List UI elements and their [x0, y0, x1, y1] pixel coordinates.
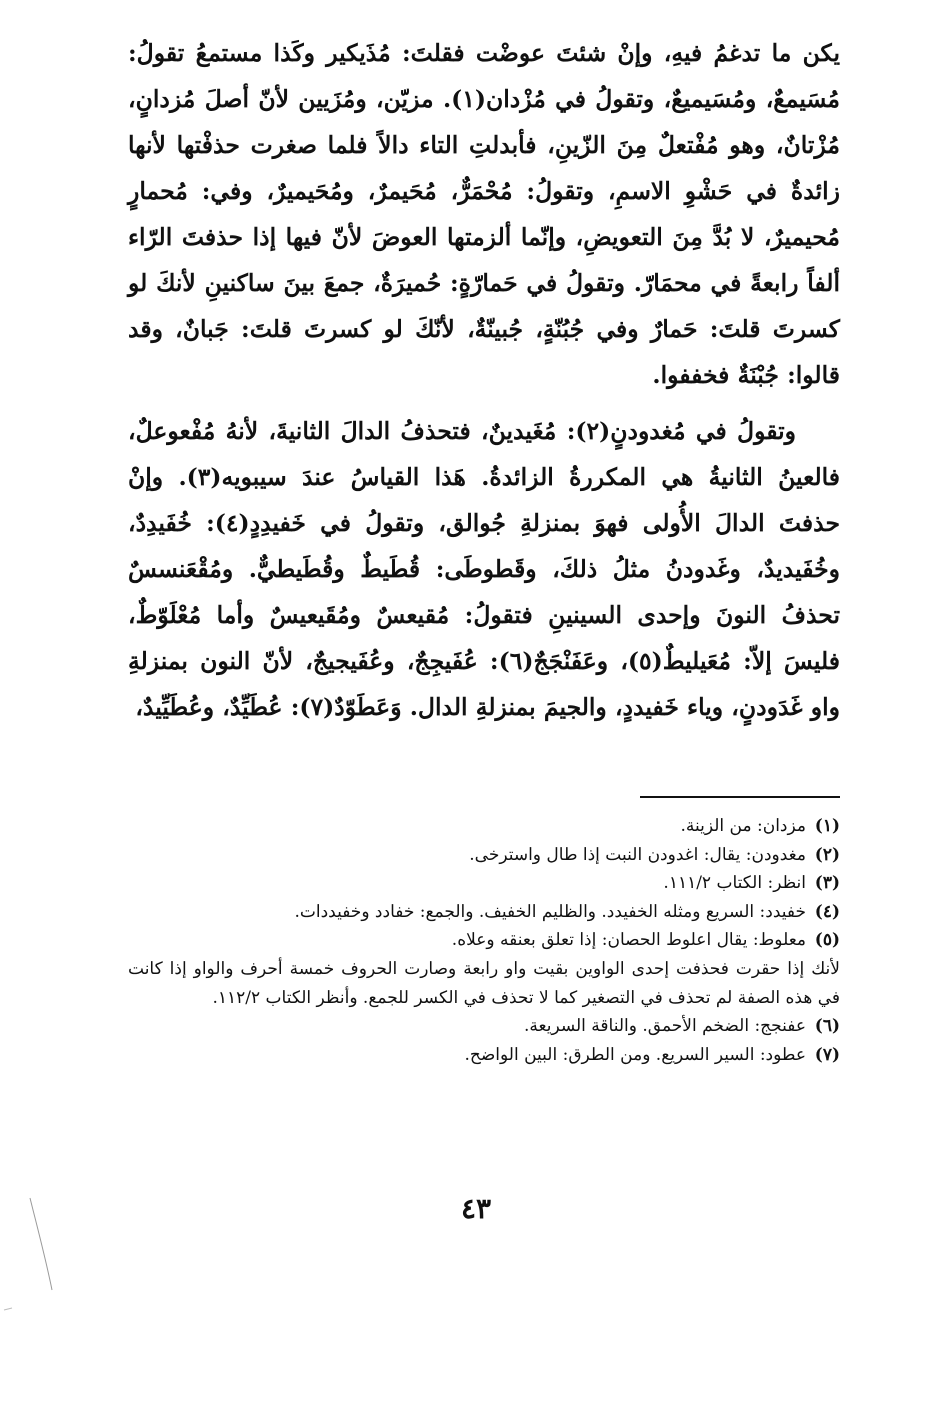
footnote-text: عطود: السير السريع. ومن الطرق: البين الواضح.: [464, 1044, 806, 1065]
footnote: [128, 926, 840, 955]
footnote-continuation: لأنك إذا حقرت فحذفت إحدى الواوين بقيت واو رابعة وصارت الحروف خمسة أحرف والواو إذا كانت في هذه الصفة لم تحذف في التصغير كما لا تحذف في الكسر للجمع. وأنظر الكتاب ١١٢/٢.: [128, 958, 840, 1008]
footnotes: [128, 812, 840, 1069]
paragraph: وتقولُ في مُغدودنٍ(٢): مُغَيدينٌ، فتحذفُ الدالَ الثانيةَ، لأنهُ مُفْعوعلٌ، فالعينُ الثانيةُ هي المكررةُ الزائدةُ. هَذا القياسُ عندَ سيبويه(٣). وإنْ حذفتَ الدالَ الأُولى فهوَ بمنزلةِ جُوالق، وتقولُ في خَفيدِدٍ(٤): خُفَيدِدٌ، وخُفَيديدٌ، وغَدودنُ مثلُ ذلكَ، وقَطوطَى: قُطَيطٌ وقُطَيطيٌّ. ومُقْعَنسسٌ تحذفُ النونَ وإحدى السينينِ فتقولُ: مُقيعسٌ ومُقَيعيسٌ وأما مُعْلَوّطٌ، فليسَ إلاّ: مُعَيليطٌ(٥)، وعَفَنْجَجٌ(٦): عُفَيجِجٌ، وعُفَيجيجٌ، لأنّ النون بمنزلةِ واو غَدَودنٍ، وياء خَفيددٍ، والجيمَ بمنزلةِ الدال. وَعَطَوّدٌ(٧): عُطَيِّدٌ، وعُطَيِّيدٌ،: [128, 417, 840, 721]
footnote-number: (٥): [814, 930, 840, 951]
scan-edge-mark: [0, 1190, 70, 1390]
footnote: [128, 1012, 840, 1041]
footnote-number: (٧): [814, 1044, 840, 1065]
footnote-separator: [640, 796, 840, 798]
footnote: [128, 841, 840, 870]
footnote-text: مزدان: من الزينة.: [680, 816, 806, 836]
footnote-text: خفيدد: السريع ومثله الخفيدد. والظليم الخفيف. والجمع: خفادد وخفيددات.: [294, 901, 806, 922]
footnote: [128, 869, 840, 898]
footnote: [128, 812, 840, 841]
footnote-number: (٢): [814, 844, 840, 865]
footnote-text: انظر: الكتاب ١١١/٢.: [663, 873, 806, 894]
footnote-text: عفنجج: الضخم الأحمق. والناقة السريعة.: [524, 1016, 806, 1037]
page-number: ٤٣: [460, 1192, 492, 1225]
footnote-text: مغدودن: يقال: اغدودن النبت إذا طال واسترخى.: [469, 844, 806, 865]
footnote-number: (٤): [814, 901, 840, 922]
footnote-number: (٦): [814, 1016, 840, 1037]
paragraph: يكن ما تدغمُ فيهِ، وإنْ شئتَ عوضْت فقلتَ: مُذَيكير وكَذا مستمعُ تقولُ: مُسَيمعٌ، ومُسَيميعٌ، وتقولُ في مُزْدان(١). مزيّن، ومُزَيين لأنّ أصلَ مُزدانٍ، مُزْتانٌ، وهو مُفْتعلٌ مِنَ الزّينِ، فأبدلتِ التاء دالاً فلما صغرت حذفْتها لأنها زائدةٌ في حَشْوِ الاسمِ، وتقولُ: مُحْمَرٌّ، مُحَيمرٌ، ومُحَيميرٌ، وفي: مُحمارٍ مُحيميرٌ، لا بُدَّ مِنَ التعويضِ، وإنّما ألزمتها العوضَ لأنّ فيها إذا حذفتَ الرّاء ألفاً رابعةً في محمَارّ. وتقولُ في حَمارّةٍ: حُميرَةٌ، جمعَ بينَ ساكنينِ لأنكَ لو كسرتَ قلتَ: حَمارٌ وفي جُبُنّةٍ، جُبينّةٌ، لأنّكَ لو كسرتَ قلتَ: جَبانٌ، وقد قالوا: جُبْنَةٌ فخففوا.: [128, 39, 841, 389]
main-text: [128, 30, 840, 730]
footnote-text: معلوط: يقال اعلوط الحصان: إذا تعلق بعنقه وعلاه.: [451, 930, 806, 951]
footnote-number: (٣): [814, 873, 840, 894]
footnote: [128, 1041, 840, 1070]
footnote-number: (١): [814, 816, 840, 836]
footnote: [128, 898, 840, 927]
